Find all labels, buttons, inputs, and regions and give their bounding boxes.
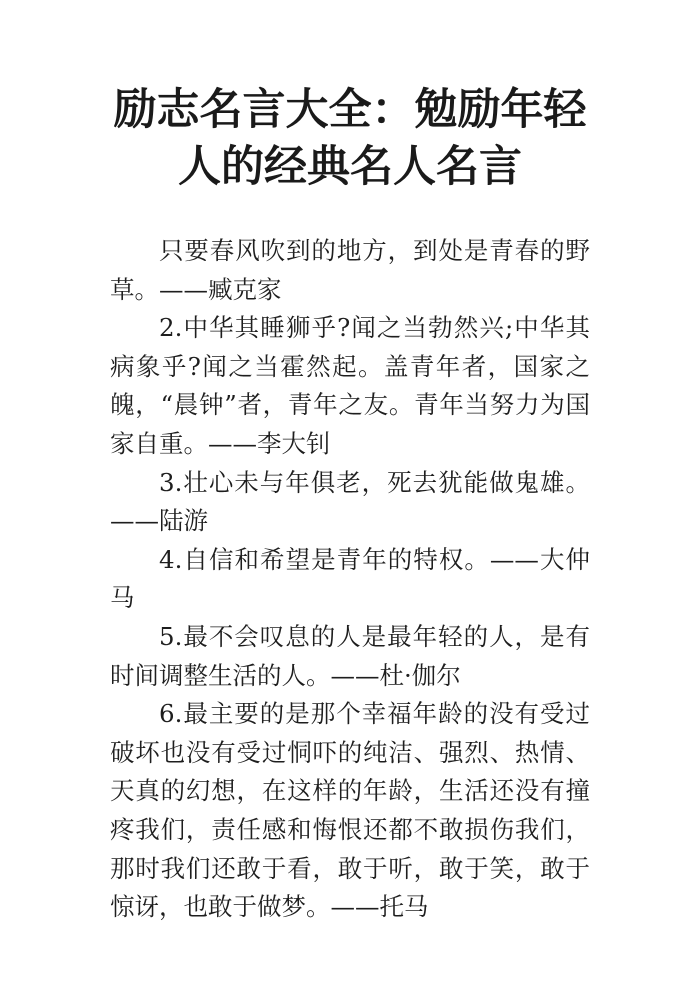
quote-paragraph: 只要春风吹到的地方，到处是青春的野草。——臧克家 bbox=[110, 236, 590, 304]
title-line-1: 励志名言大全：勉励年轻 bbox=[113, 85, 587, 135]
title-line-2: 人的经典名人名言 bbox=[178, 142, 522, 192]
quote-paragraph: 4.自信和希望是青年的特权。——大仲马 bbox=[110, 544, 590, 613]
body-text bbox=[110, 232, 590, 927]
quote-paragraph: 3.壮心未与年俱老，死去犹能做鬼雄。——陆游 bbox=[110, 467, 590, 536]
quote-paragraph: 5.最不会叹息的人是最年轻的人，是有时间调整生活的人。——杜·伽尔 bbox=[110, 621, 590, 690]
quote-paragraph: 6.最主要的是那个幸福年龄的没有受过破坏也没有受过恫吓的纯洁、强烈、热情、天真的幻想，在这样的年龄，生活还没有撞疼我们，责任感和悔恨还都不敢损伤我们，那时我们还敢于看，敢于听，敢于笑，敢于惊讶，也敢于做梦。——托马 bbox=[110, 699, 590, 922]
page-title bbox=[0, 82, 700, 196]
quote-paragraph: 2.中华其睡狮乎?闻之当勃然兴;中华其病象乎?闻之当霍然起。盖青年者，国家之魄，“晨钟”者，青年之友。青年当努力为国家自重。——李大钊 bbox=[110, 313, 590, 458]
